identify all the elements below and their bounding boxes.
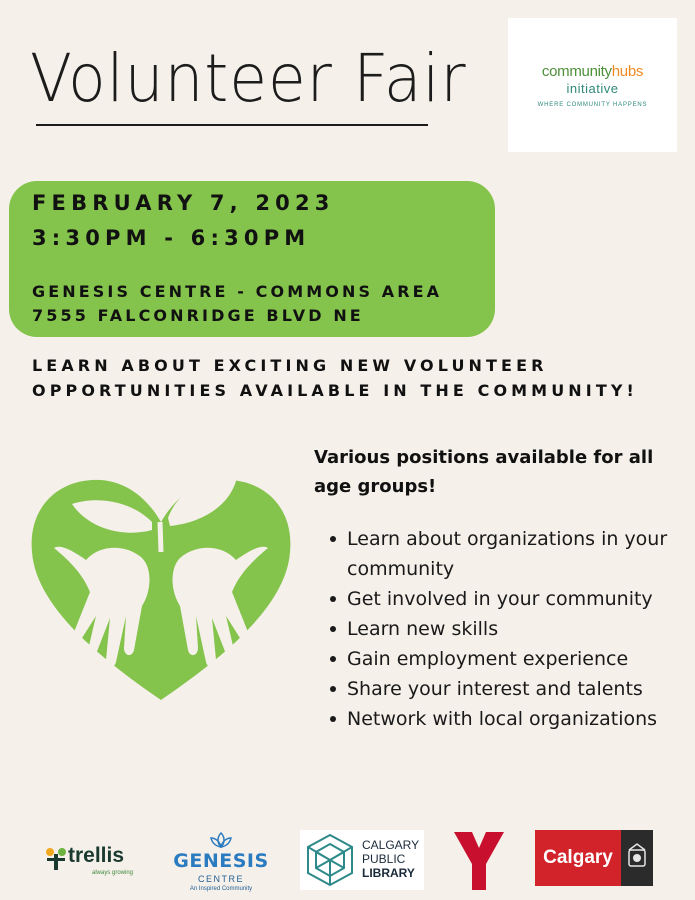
positions-intro: Various positions available for all age groups!	[314, 447, 654, 497]
page-title: Volunteer Fair	[30, 40, 467, 117]
list-item: Gain employment experience	[330, 644, 690, 674]
trellis-icon	[44, 846, 68, 870]
cpl-line-3: LIBRARY	[362, 866, 415, 880]
calgary-public-library-logo	[300, 830, 424, 890]
logo-wordmark	[542, 63, 643, 80]
ymca-y-icon	[452, 830, 506, 892]
trellis-logo	[44, 842, 144, 882]
cpl-line-2: PUBLIC	[362, 852, 406, 866]
list-item: Learn about organizations in your community	[330, 524, 690, 584]
library-knot-icon	[302, 832, 358, 888]
list-item: Get involved in your community	[330, 584, 690, 614]
logo-word-community: community	[541, 62, 612, 80]
calgary-crest-panel	[621, 830, 653, 886]
heart-hands-icon	[30, 460, 292, 708]
logo-subword: initiative	[566, 80, 619, 96]
benefits-list	[330, 524, 690, 734]
community-hubs-logo	[508, 18, 677, 152]
genesis-sub: CENTRE	[197, 874, 244, 884]
cpl-line-1: CALGARY	[362, 838, 420, 852]
tagline-line-2: OPPORTUNITIES AVAILABLE IN THE COMMUNITY!	[32, 381, 638, 400]
list-item: Network with local organizations	[330, 704, 690, 734]
logo-tagline: WHERE COMMUNITY HAPPENS	[537, 101, 648, 108]
tagline-line-1: LEARN ABOUT EXCITING NEW VOLUNTEER	[32, 356, 548, 375]
event-address: 7555 FALCONRIDGE BLVD NE	[32, 306, 364, 325]
lotus-icon	[209, 832, 233, 848]
city-of-calgary-logo	[535, 830, 653, 886]
genesis-wordmark: GENESIS	[173, 850, 269, 872]
event-date: FEBRUARY 7, 2023	[32, 191, 335, 215]
calgary-crest-icon	[621, 830, 653, 886]
event-time: 3:30PM - 6:30PM	[32, 226, 311, 250]
list-item: Share your interest and talents	[330, 674, 690, 704]
title-underline	[36, 124, 428, 126]
logo-word-hubs: hubs	[611, 62, 644, 80]
genesis-tagline: An Inspired Community	[189, 886, 253, 892]
calgary-wordmark: Calgary	[543, 847, 613, 868]
list-item: Learn new skills	[330, 614, 690, 644]
genesis-centre-logo	[163, 832, 279, 896]
event-venue: GENESIS CENTRE - COMMONS AREA	[32, 282, 443, 301]
trellis-tagline: always growing	[92, 870, 134, 876]
trellis-wordmark: trellis	[68, 844, 125, 867]
